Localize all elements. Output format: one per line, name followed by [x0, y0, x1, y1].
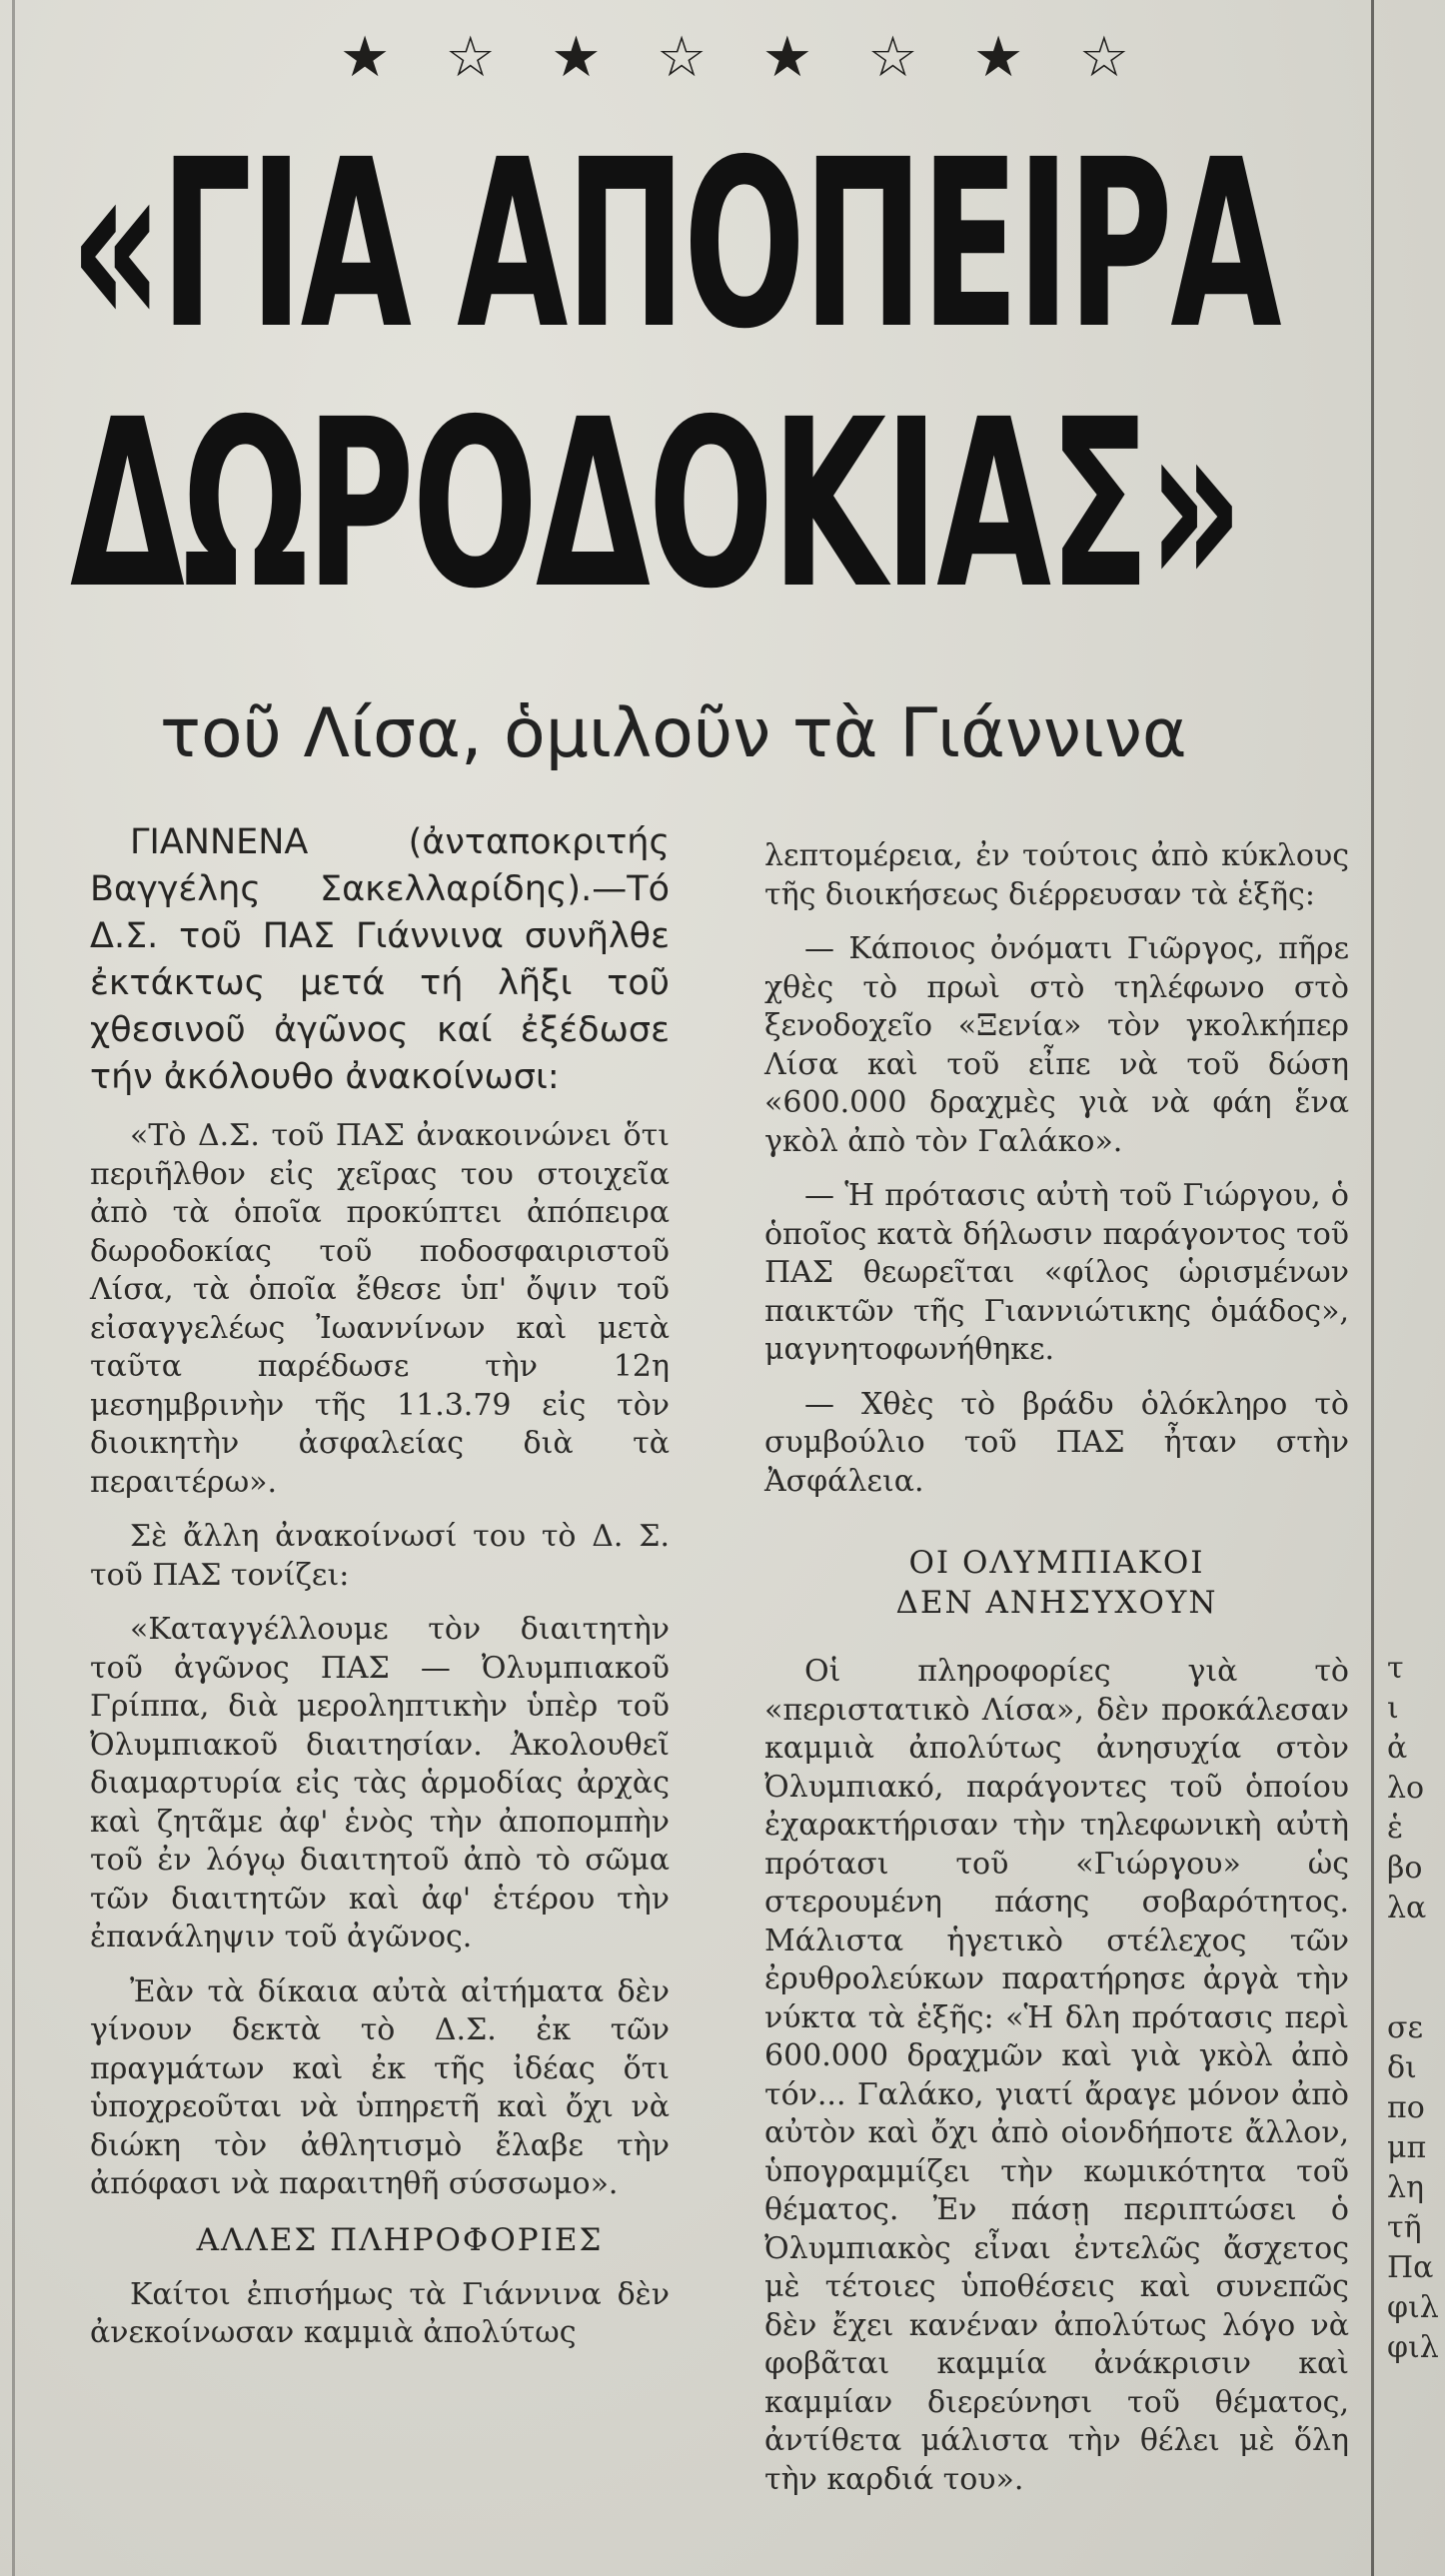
left-edge-rule [12, 0, 15, 2576]
subheadline: τοῦ Λίσα, ὁμιλοῦν τὰ Γιάννινα [160, 694, 1187, 773]
article-paragraph: Ἐὰν τὰ δίκαια αὐτὰ αἰτήματα δὲν γίνουν δεκτὰ τὸ Δ.Σ. ἐκ τῶν πραγμάτων καὶ ἐκ τῆς ἰδέας ὅτι ὑποχρεοῦται νὰ ὑπηρετῆ καὶ ὄχι νὰ διώκη τὸν ἀθλητισμὸ ἔλαβε τὴν ἀπόφασι νὰ παραιτηθῆ σύσσωμο». [90, 1973, 670, 2201]
fragment-text [1387, 1929, 1445, 1968]
article-paragraph: Καίτοι ἐπισήμως τὰ Γιάννινα δὲν ἀνεκοίνωσαν καμμιὰ ἀπολύτως [90, 2276, 670, 2350]
fragment-text: δι [1387, 2050, 1417, 2085]
fragment-text: φιλ [1387, 2330, 1439, 2365]
fragment-text [1387, 1968, 1445, 2008]
fragment-text: λη [1387, 2170, 1424, 2205]
fragment-text: τ [1387, 1651, 1404, 1686]
article-paragraph: — Χθὲς τὸ βράδυ ὁλόκληρο τὸ συμβούλιο τοῦ ΠΑΣ ἦταν στὴν Ἀσφάλεια. [764, 1386, 1349, 1499]
article-paragraph: «Τὸ Δ.Σ. τοῦ ΠΑΣ ἀνακοινώνει ὅτι περιῆλθον εἰς χεῖρας του στοιχεῖα ἀπὸ τὰ ὁποῖα προκύπτει ἀπόπειρα δωροδοκίας τοῦ ποδοσφαιριστοῦ Λίσα, τὰ ὁποῖα ἔθεσε ὑπ' ὄψιν τοῦ εἰσαγγελέως Ἰωαννίνων καὶ μετὰ ταῦτα παρέδωσε τὴν 12η μεσημβρινὴν τῆς 11.3.79 εἰς τὸν διοικητὴν ἀσφαλείας διὰ τὰ περαιτέρω». [90, 1118, 670, 1500]
fragment-text: λα [1387, 1891, 1427, 1926]
section-heading-line: ΟΙ ΟΛΥΜΠΙΑΚΟΙ [908, 1545, 1205, 1581]
section-heading [764, 1543, 1349, 1623]
article-paragraph: λεπτομέρεια, ἐν τούτοις ἀπὸ κύκλους τῆς διοικήσεως διέρρευσαν τὰ ἑξῆς: [764, 838, 1349, 912]
fragment-text: βο [1387, 1851, 1423, 1886]
star-ornament-row [340, 20, 1129, 95]
filled-star-icon: ★ [551, 24, 602, 90]
headline-line-1: «ΓΙΑ ΑΠΟΠΕΙΡΑ [70, 110, 1280, 380]
fragment-text: ι [1387, 1691, 1399, 1726]
headline-line-2: ΔΩΡΟΔΟΚΙΑΣ» [70, 370, 1241, 640]
section-heading: ΑΛΛΕΣ ΠΛΗΡΟΦΟΡΙΕΣ [196, 2221, 604, 2258]
fragment-text: φιλ [1387, 2290, 1439, 2325]
article-right-column [764, 837, 1349, 2515]
adjacent-column-fragments [1387, 1649, 1445, 2368]
outline-star-icon: ☆ [657, 24, 708, 90]
outline-star-icon: ☆ [867, 24, 918, 90]
article-paragraph: — Κάποιος ὀνόματι Γιῶργος, πῆρε χθὲς τὸ πρωὶ στὸ τηλέφωνο στὸ ξενοδοχεῖο «Ξενία» τὸν γκολκήπερ Λίσα καὶ τοῦ εἶπε νὰ τοῦ δώση «600.000 δραχμὲς γιὰ νὰ φάη ἕνα γκὸλ ἀπὸ τὸν Γαλάκο». [764, 931, 1349, 1159]
article-paragraph: — Ἡ πρότασις αὐτὴ τοῦ Γιώργου, ὁ ὁποῖος κατὰ δήλωσιν παράγοντος τοῦ ΠΑΣ θεωρεῖται «φίλος ὡρισμένων παικτῶν τῆς Γιαννιώτικης ὁμάδος», μαγνητοφωνήθηκε. [764, 1178, 1349, 1367]
fragment-text: ἑ [1387, 1811, 1404, 1846]
section-heading-line: ΔΕΝ ΑΝΗΣΥΧΟΥΝ [895, 1585, 1218, 1621]
fragment-text: πο [1387, 2090, 1425, 2125]
outline-star-icon: ☆ [445, 24, 496, 90]
article-left-column [90, 819, 670, 2369]
article-paragraph: Σὲ ἄλλη ἀνακοίνωσί του τὸ Δ. Σ. τοῦ ΠΑΣ τονίζει: [90, 1519, 670, 1593]
filled-star-icon: ★ [340, 24, 391, 90]
fragment-text: λο [1387, 1771, 1425, 1806]
article-paragraph: «Καταγγέλλουμε τὸν διαιτητὴν τοῦ ἀγῶνος ΠΑΣ — Ὀλυμπιακοῦ Γρίππα, διὰ μεροληπτικὴν ὑπὲρ τοῦ Ὀλυμπιακοῦ διαιτησίαν. Ἀκολουθεῖ διαμαρτυρία εἰς τὰς ἁρμοδίας ἀρχὰς καὶ ζητᾶμε ἀφ' ἑνὸς τὴν ἀποπομπὴν τοῦ ἐν λόγῳ διαιτητοῦ ἀπὸ τὸ σῶμα τῶν διαιτητῶν καὶ ἀφ' ἑτέρου τὴν ἐπανάληψιν τοῦ ἀγῶνος. [90, 1612, 670, 1954]
fragment-text: τῆ [1387, 2210, 1422, 2245]
fragment-text: σε [1387, 2010, 1424, 2045]
fragment-text: Πα [1387, 2250, 1434, 2285]
outline-star-icon: ☆ [1078, 24, 1129, 90]
fragment-text: μπ [1387, 2130, 1427, 2165]
filled-star-icon: ★ [761, 24, 812, 90]
fragment-text: ἀ [1387, 1731, 1408, 1766]
article-paragraph: Οἱ πληροφορίες γιὰ τὸ «περιστατικὸ Λίσα», δὲν προκάλεσαν καμμιὰ ἀπολύτως ἀνησυχία στὸν Ὀλυμπιακό, παράγοντες τοῦ ὁποίου ἐχαρακτήρισαν τὴν τηλεφωνικὴ αὐτὴ πρότασι τοῦ «Γιώργου» ὡς στερουμένη πάσης σοβαρότητος. Μάλιστα ἡγετικὸ στέλεχος τῶν ἐρυθρολεύκων παρατήρησε ἀργὰ τὴν νύκτα τὰ ἑξῆς: «Ἡ δλη πρότασις περὶ 600.000 δραχμῶν καὶ γιὰ γκὸλ ἀπὸ τόν... Γαλάκο, γιατί ἄραγε μόνον ἀπὸ αὐτὸν καὶ ὄχι ἀπὸ οἱονδήποτε ἄλλον, ὑπογραμμίζει τὴν κωμικότητα τοῦ θέματος. Ἐν πάσῃ περιπτώσει ὁ Ὀλυμπιακὸς εἶναι ἐντελῶς ἄσχετος μὲ τέτοιες ὑποθέσεις καὶ συνεπῶς δὲν ἔχει κανέναν ἀπολύτως λόγο νὰ φοβᾶται καμμία ἀνάκρισιν καὶ καμμίαν διερεύνησι τοῦ θέματος, ἀντίθετα μάλιστα τὴν θέλει μὲ ὅλη τὴν καρδιά του». [764, 1654, 1349, 2497]
article-intro: ΓΙΑΝΝΕΝΑ (ἀνταποκριτής Βαγγέλης Σακελλαρίδης).—Τό Δ.Σ. τοῦ ΠΑΣ Γιάννινα συνῆλθε ἐκτάκτως μετά τή λῆξι τοῦ χθεσινοῦ ἀγῶνος καί ἐξέδωσε τήν ἀκόλουθο ἀνακοίνωσι: [90, 822, 670, 1097]
filled-star-icon: ★ [973, 24, 1024, 90]
